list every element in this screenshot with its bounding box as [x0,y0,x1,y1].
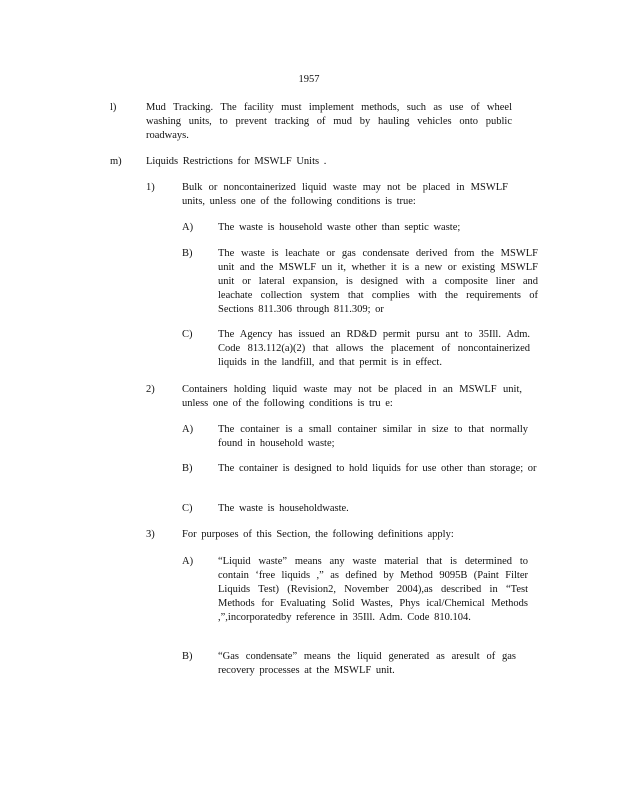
clause-text: Liquids Restrictions for MSWLF Units . [146,156,327,167]
clause-label: A) [182,556,194,567]
clause-label: B) [182,463,193,474]
clause-label: 1) [146,182,155,193]
clause-label: m) [110,156,122,167]
clause-text: The container is a small container similar in size to that normally found in household waste; [218,424,528,449]
page-number: 1957 [298,74,320,85]
clause-label: l) [110,102,117,113]
clause-label: C) [182,329,193,340]
clause-label: C) [182,503,193,514]
clause-text: For purposes of this Section, the following definitions apply: [182,529,454,540]
clause-label: A) [182,222,194,233]
clause-text: The waste is household waste other than septic waste; [218,222,461,233]
clause-text: Containers holding liquid waste may not be placed in an MSWLF unit, unless one of the following conditions is tru e: [182,384,522,409]
clause-text: “Liquid waste” means any waste material that is determined to contain ‘free liquids ,” as defined by Method 9095B (Paint Filter Liquids Test) (Revision2, November 2004),as described in “Test Methods for Evaluating Solid Wastes, Phys ical/Chemical Methods ,”,incorporatedby reference in 35Ill. Adm. Code 810.104. [218,556,528,623]
clause-text: Mud Tracking. The facility must implement methods, such as use of wheel washing units, to prevent tracking of mud by hauling vehicles onto public roadways. [146,102,512,141]
clause-text: The Agency has issued an RD&D permit pursu ant to 35Ill. Adm. Code 813.112(a)(2) that allows the placement of noncontainerized liquids in the landfill, and that permit is in effect. [218,329,530,368]
clause-text: “Gas condensate” means the liquid generated as aresult of gas recovery processes at the MSWLF unit. [218,651,516,676]
clause-text: The container is designed to hold liquids for use other than storage; or [218,463,537,474]
clause-label: 2) [146,384,155,395]
clause-text: The waste is leachate or gas condensate derived from the MSWLF unit and the MSWLF un it, whether it is a new or existing MSWLF unit or lateral expansion, is designed with a composite liner and leachate collection system that complies with the requirements of Sections 811.306 through 811.309; or [218,248,538,315]
clause-label: 3) [146,529,155,540]
clause-text: Bulk or noncontainerized liquid waste may not be placed in MSWLF units, unless one of the following conditions is true: [182,182,508,207]
clause-label: B) [182,651,193,662]
clause-label: B) [182,248,193,259]
clause-label: A) [182,424,194,435]
clause-text: The waste is householdwaste. [218,503,349,514]
